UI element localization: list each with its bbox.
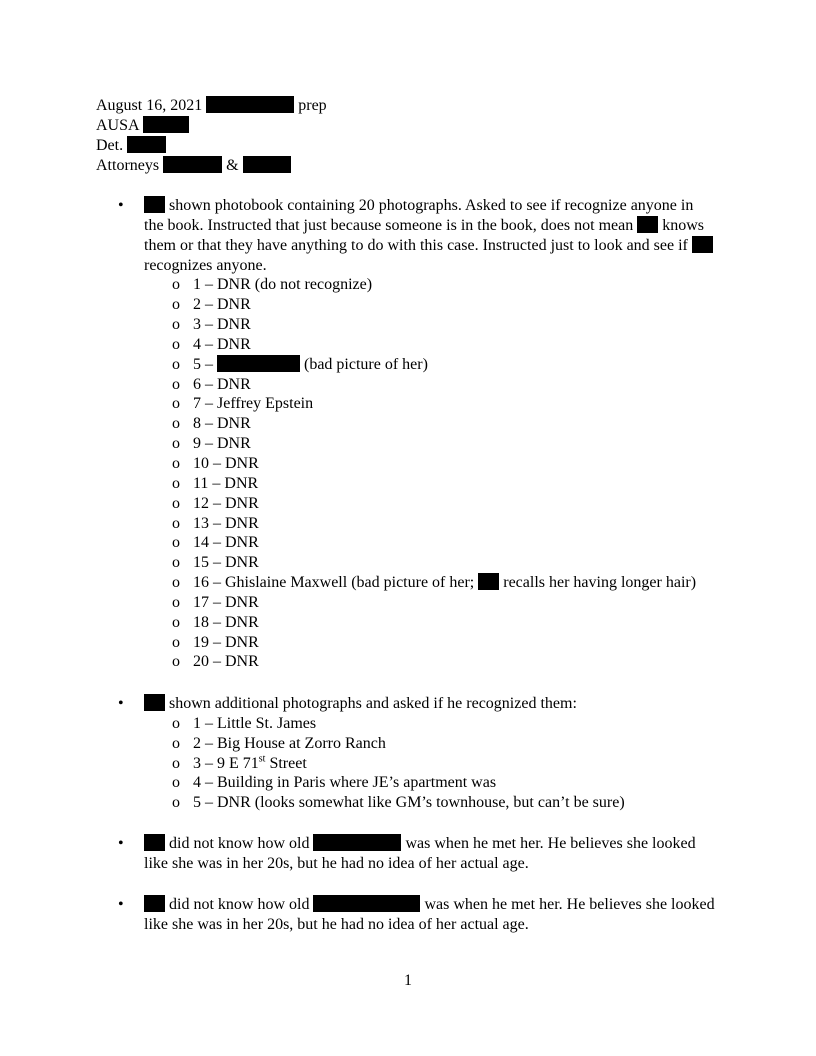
list-item [144, 474, 713, 494]
circle-bullet-icon: o [172, 316, 180, 334]
list-item [144, 355, 713, 375]
list-item [144, 754, 625, 774]
list-item-note: (bad picture of her) [304, 355, 428, 373]
list-item-text: 7 – Jeffrey Epstein [193, 395, 314, 413]
circle-bullet-icon: o [172, 454, 180, 472]
redaction [127, 136, 166, 153]
circle-bullet-icon: o [172, 474, 180, 492]
list-item [144, 514, 713, 534]
redaction [313, 895, 420, 912]
circle-bullet-icon: o [172, 633, 180, 651]
list-item [144, 793, 625, 813]
list-item [144, 295, 713, 315]
ordinal-suffix: st [258, 753, 266, 765]
page-number: 1 [404, 972, 412, 989]
circle-bullet-icon: o [172, 514, 180, 532]
list-item-text: 16 – Ghislaine Maxwell (bad picture of her; [193, 574, 475, 592]
additional-photos-list [144, 714, 625, 813]
list-item-text: 11 – DNR [193, 474, 259, 492]
redaction [144, 834, 165, 851]
list-item [144, 494, 713, 514]
list-item-text: 6 – DNR [193, 375, 251, 393]
paragraph-text: the book. Instructed that just because someone is in the book, does not mean [144, 216, 634, 234]
redaction [143, 116, 189, 133]
redaction [144, 694, 165, 711]
prep-text: prep [298, 97, 327, 114]
list-item-text: Street [265, 754, 307, 772]
redaction [206, 96, 294, 113]
paragraph-text: like she was in her 20s, but he had no idea of her actual age. [144, 915, 529, 933]
list-item-text: 1 – DNR (do not recognize) [193, 276, 373, 294]
list-item [144, 773, 625, 793]
circle-bullet-icon: o [172, 534, 180, 552]
list-item [144, 454, 713, 474]
redaction [163, 156, 222, 173]
paragraph-text: recognizes anyone. [144, 256, 267, 274]
list-item-text: 19 – DNR [193, 633, 259, 651]
circle-bullet-icon: o [172, 395, 180, 413]
circle-bullet-icon: o [172, 574, 180, 592]
list-item [144, 652, 713, 672]
list-item-text: 15 – DNR [193, 554, 259, 572]
circle-bullet-icon: o [172, 494, 180, 512]
circle-bullet-icon: o [172, 714, 180, 732]
bullet-icon: • [118, 695, 124, 712]
list-item [144, 633, 713, 653]
circle-bullet-icon: o [172, 415, 180, 433]
header-block [96, 96, 327, 175]
circle-bullet-icon: o [172, 335, 180, 353]
list-item [144, 573, 713, 593]
list-item [144, 434, 713, 454]
list-item-text: 4 – DNR [193, 335, 251, 353]
list-item-text: 3 – 9 E 71 [193, 754, 259, 772]
header-ausa-line [96, 116, 327, 136]
list-item [144, 553, 713, 573]
circle-bullet-icon: o [172, 355, 180, 373]
list-item-text: 12 – DNR [193, 494, 259, 512]
circle-bullet-icon: o [172, 734, 180, 752]
paragraph-text: was when he met her. He believes she looked [424, 896, 715, 913]
paragraph-text: like she was in her 20s, but he had no idea of her actual age. [144, 854, 529, 872]
list-item [144, 533, 713, 553]
list-item-text: 2 – DNR [193, 296, 251, 314]
section-age-1 [118, 834, 696, 874]
circle-bullet-icon: o [172, 435, 180, 453]
ampersand: & [226, 156, 239, 174]
header-date-line [96, 96, 327, 116]
list-item-text: 18 – DNR [193, 613, 259, 631]
list-item-text: 5 – [193, 355, 213, 373]
circle-bullet-icon: o [172, 554, 180, 572]
redaction [313, 834, 401, 851]
paragraph-text: them or that they have anything to do with this case. Instructed just to look and see if [144, 236, 688, 254]
list-item [144, 394, 713, 414]
list-item [144, 593, 713, 613]
circle-bullet-icon: o [172, 653, 180, 671]
circle-bullet-icon: o [172, 593, 180, 611]
circle-bullet-icon: o [172, 375, 180, 393]
ausa-label: AUSA [96, 116, 139, 134]
section-additional-photos [118, 694, 625, 813]
redaction [243, 156, 291, 173]
list-item-text: 3 – DNR [193, 316, 251, 334]
date-text: August 16, 2021 [96, 97, 203, 114]
bullet-icon: • [118, 835, 124, 852]
list-item-note: recalls her having longer hair) [503, 574, 697, 592]
photobook-list [144, 275, 713, 672]
redaction [144, 895, 165, 912]
paragraph-text: was when he met her. He believes she looked [405, 835, 696, 852]
redaction [692, 236, 713, 253]
list-item-text: 4 – Building in Paris where JE’s apartment was [193, 774, 497, 792]
list-item [144, 275, 713, 295]
list-item-text: 17 – DNR [193, 593, 259, 611]
list-item-text: 1 – Little St. James [193, 714, 317, 732]
header-attorneys-line [96, 156, 327, 176]
circle-bullet-icon: o [172, 774, 180, 792]
list-item [144, 613, 713, 633]
list-item [144, 335, 713, 355]
list-item-text: 13 – DNR [193, 514, 259, 532]
list-item [144, 734, 625, 754]
attorneys-label: Attorneys [96, 156, 160, 174]
section-photobook [118, 196, 713, 672]
header-det-line [96, 136, 327, 156]
paragraph-text: did not know how old [169, 896, 310, 913]
paragraph-text: knows [662, 216, 705, 234]
list-item-text: 9 – DNR [193, 435, 251, 453]
paragraph-text: did not know how old [169, 835, 310, 852]
redaction [144, 196, 165, 213]
det-label: Det. [96, 136, 124, 154]
list-item-text: 20 – DNR [193, 653, 259, 671]
list-item [144, 714, 625, 734]
bullet-icon: • [118, 896, 124, 913]
list-item [144, 315, 713, 335]
paragraph-text: shown additional photographs and asked if he recognized them: [169, 695, 577, 712]
list-item-text: 14 – DNR [193, 534, 259, 552]
list-item-text: 10 – DNR [193, 454, 259, 472]
bullet-icon: • [118, 197, 124, 214]
list-item-text: 5 – DNR (looks somewhat like GM’s townhouse, but can’t be sure) [193, 794, 625, 812]
paragraph-text: shown photobook containing 20 photographs. Asked to see if recognize anyone in [169, 197, 694, 214]
section-age-2 [118, 895, 715, 935]
circle-bullet-icon: o [172, 754, 180, 772]
circle-bullet-icon: o [172, 276, 180, 294]
list-item [144, 414, 713, 434]
redaction [637, 216, 658, 233]
redaction [478, 573, 499, 590]
circle-bullet-icon: o [172, 794, 180, 812]
list-item-text: 2 – Big House at Zorro Ranch [193, 734, 386, 752]
redaction [217, 355, 300, 372]
circle-bullet-icon: o [172, 296, 180, 314]
list-item-text: 8 – DNR [193, 415, 251, 433]
list-item [144, 375, 713, 395]
circle-bullet-icon: o [172, 613, 180, 631]
